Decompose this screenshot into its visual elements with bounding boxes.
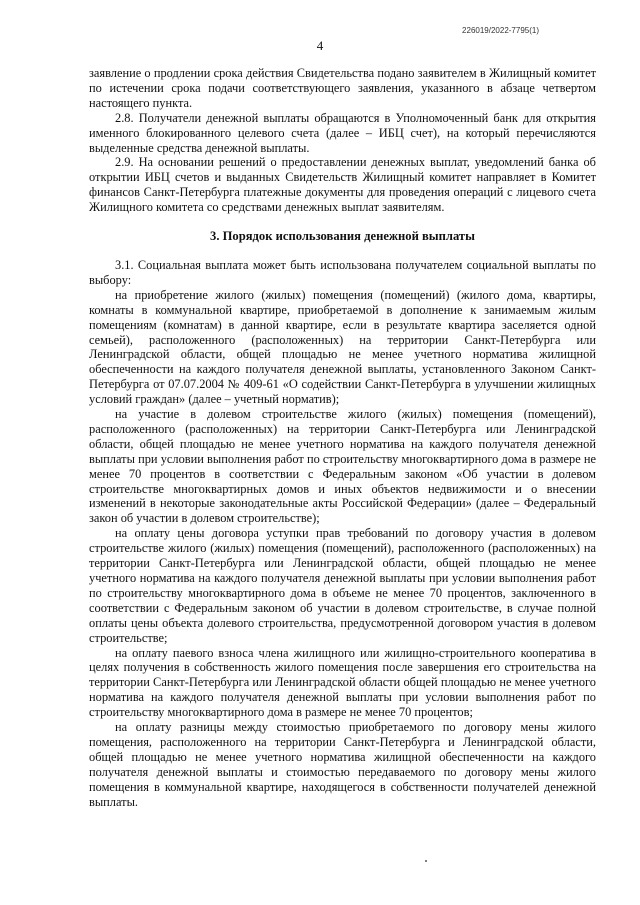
paragraph-option-shared-construction: на участие в долевом строительстве жилого (жилых) помещения (помещений), расположенного (расположенных) на территории Санкт-Петербурга или Ленинградской области, общей площадью не менее учетного норматива на каждого получателя денежной выплаты при условии выполнения работ по строительству многоквартирного дома в размере не менее 70 процентов в соответствии с Федеральным законом «Об участии в долевом строительстве многоквартирных домов и иных объектов недвижимости и о внесении изменений в некоторые законодательные акты Российской Федерации» (далее – Федеральный закон об участии в долевом строительстве); bbox=[89, 407, 596, 526]
paragraph-option-cooperative: на оплату паевого взноса члена жилищного или жилищно-строительного кооператива в целях получения в собственность жилого помещения после завершения его строительства на территории Санкт-Петербурга или Ленинградской области общей площадью не менее учетного норматива на каждого получателя денежной выплаты при условии выполнения работ по строительству многоквартирного дома в размере не менее 70 процентов; bbox=[89, 645, 596, 720]
paragraph-3-1: 3.1. Социальная выплата может быть использована получателем социальной выплаты по выбору: bbox=[89, 257, 596, 287]
paragraph-2-9: 2.9. На основании решений о предоставлении денежных выплат, уведомлений банка об открытии ИБЦ счетов и выданных Свидетельств Жилищный комитет направляет в Комитет финансов Санкт-Петербурга платежные документы для проведения операций с лицевого счета Жилищного комитета со средствами денежных выплат заявителям. bbox=[89, 155, 596, 215]
paragraph-continuation: заявление о продлении срока действия Свидетельства подано заявителем в Жилищный комитет по истечении срока подачи соответствующего заявления, указанного в абзаце четвертом настоящего пункта. bbox=[89, 66, 596, 110]
paragraph-option-purchase: на приобретение жилого (жилых) помещения (помещений) (жилого дома, квартиры, комнаты в коммунальной квартире, приобретаемой в дополнение к занимаемым жилым помещениям (комнатам) в данной квартире, если в результате квартира заселяется одной семьей), расположенного (расположенных) на территории Санкт-Петербурга или Ленинградской области, общей площадью не менее учетного норматива жилищной обеспеченности на каждого получателя денежной выплаты, установленного Законом Санкт-Петербурга от 07.07.2004 № 409-61 «О содействии Санкт-Петербурга в улучшении жилищных условий граждан» (далее – учетный норматив); bbox=[89, 287, 596, 407]
document-body bbox=[89, 66, 596, 810]
section-heading: 3. Порядок использования денежной выплаты bbox=[210, 229, 475, 244]
paragraph-option-exchange: на оплату разницы между стоимостью приобретаемого по договору мены жилого помещения, расположенного на территории Санкт-Петербурга и Ленинградской области, общей площадью не менее учетного норматива жилищной обеспеченности на каждого получателя денежной выплаты и стоимостью передаваемого по договору мены жилого помещения в коммунальной квартире, находящегося в собственности получателей денежной выплаты. bbox=[89, 720, 596, 809]
paragraph-2-8: 2.8. Получатели денежной выплаты обращаются в Уполномоченный банк для открытия именного блокированного целевого счета (далее – ИБЦ счет), на который перечисляются выделенные средства денежной выплаты. bbox=[89, 110, 596, 155]
page-number: 4 bbox=[316, 38, 324, 53]
scan-speck bbox=[425, 860, 427, 862]
paragraph-option-assignment: на оплату цены договора уступки прав требований по договору участия в долевом строительстве жилого (жилых) помещения (помещений), расположенного (расположенных) на территории Санкт-Петербурга или Ленинградской области, общей площадью не менее учетного норматива на каждого получателя денежной выплаты при условии выполнения работ по строительству многоквартирного дома в объеме не менее 70 процентов, заключенного в соответствии с Федеральным законом об участии в долевом строительстве, в случае полной оплаты цены объекта долевого строительства, предусмотренной договором участия в долевом строительстве; bbox=[89, 526, 596, 645]
document-number: 226019/2022-7795(1) bbox=[462, 26, 539, 35]
